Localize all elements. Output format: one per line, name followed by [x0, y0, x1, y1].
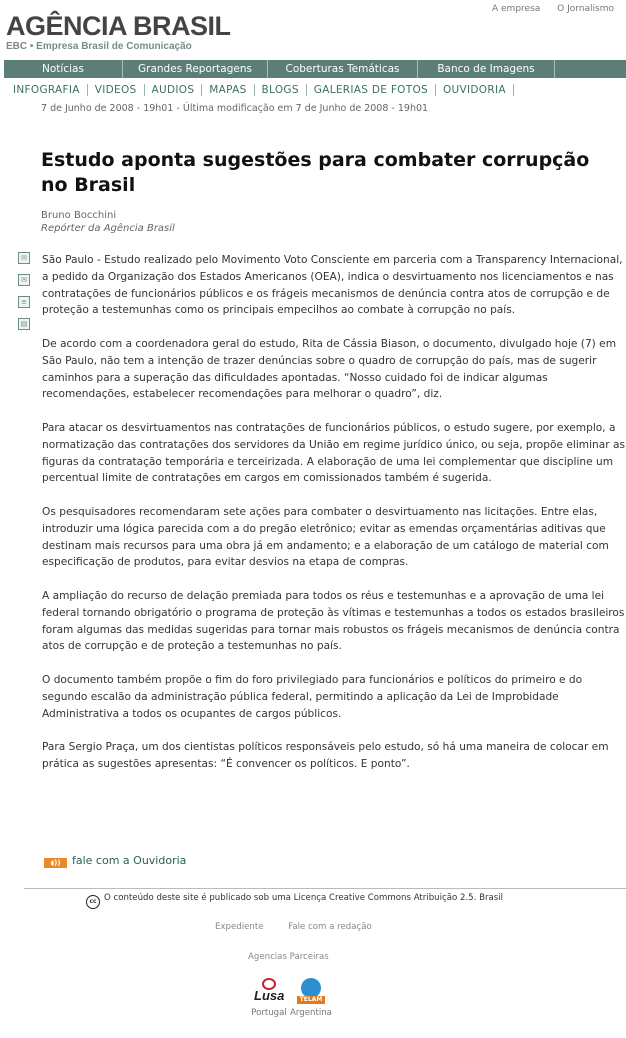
partners-title: Agencias Parceiras [248, 952, 329, 962]
nav-grandes-reportagens[interactable]: Grandes Reportagens [123, 60, 268, 78]
license-text[interactable]: O conteúdo deste site é publicado sob uma Licença Creative Commons Atribuição 2.5. Brasil [104, 893, 504, 903]
article-author: Bruno Bocchini [41, 210, 117, 221]
subnav-blogs[interactable]: BLOGS [255, 84, 307, 96]
footer-divider [24, 888, 626, 889]
article-paragraph: O documento também propõe o fim do foro privilegiado para funcionários e políticos do primeiro e do segundo escalão da administração pública federal, permitindo a aplicação da Lei de Improbidade Administrativa a todos os ocupantes de cargos públicos. [42, 673, 583, 720]
partner-label: Argentina [290, 1008, 332, 1018]
article-paragraph: São Paulo - Estudo realizado pelo Movimento Voto Consciente em parceria com a Transparency Internacional, a pedido da Organização dos Estados Americanos (OEA), indica o desvirtuamento nos licenciamentos e nas contratações de funcionários públicos e os frágeis mecanismos de denúncia contra atos de corrupção e de proteção a testemunhas como os principais empecilhos ao combate à corrupção no país. [42, 254, 623, 317]
top-links [478, 4, 614, 14]
article-paragraph: Os pesquisadores recomendaram sete ações para combater o desvirtuamento nas licitações. Entre elas, introduzir uma lógica parecida com a do pregão eletrônico; evitar as emendas orçamentárias aditivas que destinam mais recursos para uma obra já em andamento; e a elaboração de um catálogo de material com especificação de produtos, para evitar desvios na etapa de compras. [42, 505, 609, 569]
article-tools [18, 252, 30, 340]
link-o-jornalismo[interactable]: O Jornalismo [557, 4, 614, 14]
subnav-galerias[interactable]: GALERIAS DE FOTOS [307, 84, 436, 96]
email-icon[interactable]: ✉ [18, 252, 30, 264]
partner-lusa[interactable] [248, 978, 290, 1018]
logo-subtitle: EBC • Empresa Brasil de Comunicação [6, 41, 192, 52]
main-nav [4, 60, 626, 78]
save-icon[interactable]: ▤ [18, 318, 30, 330]
print-icon[interactable]: ≡ [18, 296, 30, 308]
subnav-ouvidoria[interactable]: OUVIDORIA [436, 84, 514, 96]
nav-noticias[interactable]: Notícias [4, 60, 123, 78]
site-logo[interactable] [6, 12, 231, 52]
ouvidoria-icon: ◖)) [44, 858, 67, 868]
partner-label: Portugal [251, 1008, 287, 1018]
partner-telam[interactable] [290, 978, 332, 1018]
article-paragraph: Para atacar os desvirtuamentos nas contratações de funcionários públicos, o estudo sugere, por exemplo, a normatização das contratações dos servidores da União em regime jurídico único, ou seja, propõe eliminar as figuras da contratação temporária e terceirizada. A elaboração de uma lei complementar que discipline um percentual limite de contratações em cargos em comissionados também é sugerida. [42, 421, 625, 485]
link-a-empresa[interactable]: A empresa [492, 4, 541, 14]
subnav-audios[interactable]: AUDIOS [145, 84, 203, 96]
nav-coberturas-tematicas[interactable]: Coberturas Temáticas [268, 60, 418, 78]
footer-links [215, 922, 394, 932]
article-dateline: 7 de Junho de 2008 - 19h01 - Última modificação em 7 de Junho de 2008 - 19h01 [41, 103, 429, 114]
logo-title: AGÊNCIA BRASIL [6, 11, 231, 41]
subnav-infografia[interactable]: INFOGRAFIA [6, 84, 88, 96]
telam-logo: TELAM [296, 978, 326, 1006]
license-notice [86, 893, 503, 909]
link-expediente[interactable]: Expediente [215, 922, 264, 932]
link-fale-com-redacao[interactable]: Fale com a redação [288, 922, 372, 932]
subnav-videos[interactable]: VIDEOS [88, 84, 145, 96]
article-paragraph: A ampliação do recurso de delação premiada para todos os réus e testemunhas e a aprovação de uma lei federal tornando obrigatório o programa de proteção às vítimas e testemunhas a todos os estados brasileiros foram algumas das medidas sugeridas para tornar mais robustos os frágeis mecanismos de denúncia contra atos de corrupção e de proteção a testemunhas no país. [42, 589, 625, 653]
article-body [42, 252, 626, 790]
creative-commons-icon[interactable]: cc [86, 895, 100, 909]
email-icon[interactable]: ✉ [18, 274, 30, 286]
article-title: Estudo aponta sugestões para combater corrupção no Brasil [41, 149, 590, 196]
ouvidoria-label: fale com a Ouvidoria [72, 854, 187, 867]
sub-nav [6, 84, 514, 100]
ouvidoria-link[interactable] [44, 854, 186, 868]
subnav-mapas[interactable]: MAPAS [202, 84, 254, 96]
article-paragraph: De acordo com a coordenadora geral do estudo, Rita de Cássia Biason, o documento, divulgado hoje (7) em São Paulo, não tem a intenção de trazer denúncias sobre o quadro de corrupção do país, mas de sugerir caminhos para a superação das dificuldades apontadas. “Nosso cuidado foi de indicar algumas recomendações, estabelecer recomendações para melhorar o quadro”, diz. [42, 337, 617, 401]
lusa-logo: Lusa [254, 978, 284, 1006]
article-author-role: Repórter da Agência Brasil [41, 223, 175, 234]
article-paragraph: Para Sergio Praça, um dos cientistas políticos responsáveis pelo estudo, só há uma maneira de colocar em prática as sugestões apresentas: “É convencer os políticos. E ponto”. [42, 741, 609, 770]
nav-banco-de-imagens[interactable]: Banco de Imagens [418, 60, 555, 78]
